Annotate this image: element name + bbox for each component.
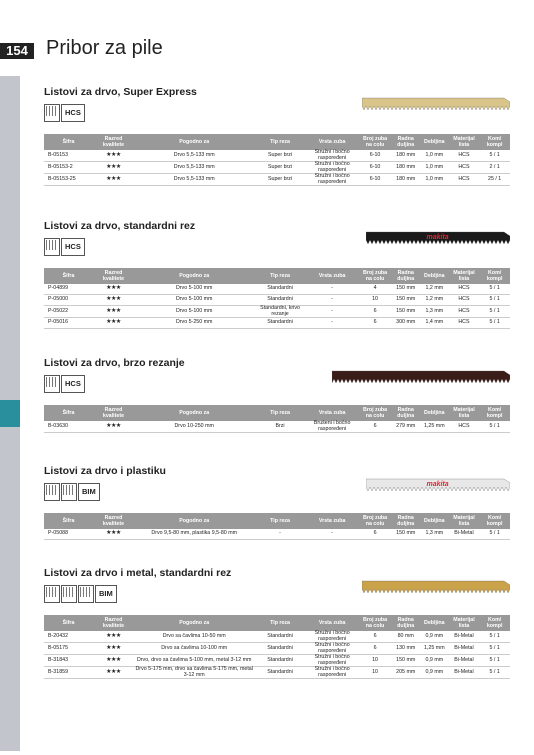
table-cell: B-05153-25 (44, 174, 93, 186)
table-row (44, 318, 510, 329)
table-cell: 6 (359, 631, 392, 643)
table-cell: 150 mm (391, 529, 420, 540)
table-cell: Drvo 5,5-133 mm (134, 162, 255, 174)
table-cell: ★★★ (93, 667, 134, 679)
table-row (44, 631, 510, 643)
table-cell: ★★★ (93, 162, 134, 174)
page-title: Pribor za pile (46, 37, 163, 59)
sidebar-tab[interactable] (0, 481, 20, 508)
table-cell: Stružni i bočno raspoređeni (306, 643, 359, 655)
column-header: Kom/ kompl (479, 134, 510, 150)
table-cell: Stružni i bočno raspoređeni (306, 162, 359, 174)
column-header: Vrsta zuba (306, 405, 359, 421)
sidebar-tab[interactable] (0, 265, 20, 292)
table-cell: 2 / 1 (479, 162, 510, 174)
column-header: Debljina (420, 513, 449, 529)
column-header: Razred kvalitete (93, 513, 134, 529)
table-cell: Drvo 5-100 mm (134, 284, 255, 295)
column-header: Pogodno za (134, 615, 255, 631)
sidebar-tab[interactable] (0, 373, 20, 400)
table-cell: 0,9 mm (420, 655, 449, 667)
table-cell: 5 / 1 (479, 631, 510, 643)
table-row (44, 643, 510, 655)
blade-section (44, 567, 510, 687)
table-cell: 150 mm (391, 284, 420, 295)
sidebar-tab[interactable] (0, 400, 20, 427)
table-cell: 300 mm (391, 318, 420, 329)
table-cell: 180 mm (391, 150, 420, 162)
sidebar-tab[interactable] (0, 103, 20, 130)
table-cell: ★★★ (93, 174, 134, 186)
table-cell: 1,2 mm (420, 284, 449, 295)
table-row (44, 667, 510, 679)
column-header: Tip reza (255, 405, 306, 421)
column-header: Pogodno za (134, 134, 255, 150)
sidebar-tab[interactable] (0, 670, 20, 697)
table-cell: - (255, 529, 306, 540)
table-cell: B-05153 (44, 150, 93, 162)
table-row (44, 655, 510, 667)
table-cell: Stružni i bočno raspoređeni (306, 174, 359, 186)
table-cell: P-04899 (44, 284, 93, 295)
table-cell: ★★★ (93, 318, 134, 329)
table-cell: Drvo 9,5-80 mm, plastika 9,5-80 mm (134, 529, 255, 540)
table-row (44, 295, 510, 306)
table-row (44, 306, 510, 318)
blade-spec-table (44, 615, 510, 679)
table-cell: Stružni i bočno raspoređeni (306, 150, 359, 162)
blade-spec-table (44, 134, 510, 186)
table-cell: Standardni (255, 284, 306, 295)
sidebar-tab[interactable] (0, 643, 20, 670)
table-cell: 1,3 mm (420, 529, 449, 540)
table-cell: Standardni (255, 643, 306, 655)
table-cell: Drvo sa čavlima 10-100 mm (134, 643, 255, 655)
table-cell: HCS (449, 421, 480, 433)
table-cell: ★★★ (93, 631, 134, 643)
wood-material-icon (44, 585, 60, 603)
column-header: Razred kvalitete (93, 268, 134, 284)
table-cell: 1,2 mm (420, 295, 449, 306)
table-cell: Bi-Metal (449, 643, 480, 655)
blade-material-badge: HCS (61, 238, 85, 256)
sidebar-tab[interactable] (0, 238, 20, 265)
section-title: Listovi za drvo i plastiku (44, 465, 166, 477)
sidebar-tab[interactable] (0, 427, 20, 454)
table-row (44, 284, 510, 295)
blade-section (44, 357, 510, 477)
table-cell: 279 mm (391, 421, 420, 433)
column-header: Kom/ kompl (479, 513, 510, 529)
column-header: Šifra (44, 615, 93, 631)
table-cell: 1,4 mm (420, 318, 449, 329)
table-cell: Stružni i bočno raspoređeni (306, 631, 359, 643)
table-cell: 130 mm (391, 643, 420, 655)
sidebar-tab[interactable] (0, 292, 20, 319)
column-header: Materijal lista (449, 268, 480, 284)
table-row (44, 150, 510, 162)
table-cell: Brzi (255, 421, 306, 433)
table-cell: - (306, 318, 359, 329)
section-title: Listovi za drvo, brzo rezanje (44, 357, 185, 369)
table-cell: ★★★ (93, 306, 134, 318)
table-cell: 5 / 1 (479, 150, 510, 162)
column-header: Vrsta zuba (306, 134, 359, 150)
saw-blade-image (366, 230, 510, 244)
column-header: Radna duljina (391, 134, 420, 150)
table-cell: 6 (359, 529, 392, 540)
table-cell: 5 / 1 (479, 295, 510, 306)
table-cell: P-05016 (44, 318, 93, 329)
table-cell: ★★★ (93, 284, 134, 295)
wood-material-icon (44, 375, 60, 393)
table-cell: Standardni (255, 655, 306, 667)
column-header: Radna duljina (391, 405, 420, 421)
table-cell: 1,0 mm (420, 162, 449, 174)
table-cell: 5 / 1 (479, 306, 510, 318)
table-cell: B-20432 (44, 631, 93, 643)
column-header: Tip reza (255, 513, 306, 529)
section-title: Listovi za drvo i metal, standardni rez (44, 567, 232, 579)
column-header: Tip reza (255, 134, 306, 150)
table-cell: Drvo 5,5-133 mm (134, 150, 255, 162)
table-cell: 5 / 1 (479, 655, 510, 667)
column-header: Kom/ kompl (479, 268, 510, 284)
column-header: Debljina (420, 268, 449, 284)
table-cell: 0,9 mm (420, 631, 449, 643)
table-cell: 150 mm (391, 306, 420, 318)
table-cell: HCS (449, 284, 480, 295)
table-cell: 180 mm (391, 162, 420, 174)
column-header: Vrsta zuba (306, 513, 359, 529)
table-cell: 6 (359, 318, 392, 329)
sidebar-tab[interactable] (0, 130, 20, 157)
table-cell: 150 mm (391, 655, 420, 667)
column-header: Broj zuba na colu (359, 268, 392, 284)
table-cell: B-05175 (44, 643, 93, 655)
table-cell: 1,25 mm (420, 421, 449, 433)
table-cell: 4 (359, 284, 392, 295)
table-cell: Standardni (255, 631, 306, 643)
column-header: Materijal lista (449, 513, 480, 529)
nail-material-icon (61, 585, 77, 603)
table-cell: 10 (359, 667, 392, 679)
blade-brand-logo: makita (426, 481, 449, 488)
table-cell: 6 (359, 306, 392, 318)
table-row (44, 421, 510, 433)
table-cell: HCS (449, 162, 480, 174)
table-cell: 6-10 (359, 174, 392, 186)
table-cell: 205 mm (391, 667, 420, 679)
table-cell: Drvo 5-175 mm, drvo sa čavlima 5-175 mm, metal 3-12 mm (135, 666, 253, 678)
table-cell: Bi-Metal (449, 655, 480, 667)
table-cell: B-31843 (44, 655, 93, 667)
sidebar-tab[interactable] (0, 562, 20, 589)
blade-spec-table (44, 405, 510, 433)
metal-material-icon (78, 585, 94, 603)
table-cell: Bi-Metal (449, 667, 480, 679)
table-cell: Drvo 5-250 mm (134, 318, 255, 329)
table-cell: 1,25 mm (420, 643, 449, 655)
blade-material-badge: HCS (61, 104, 85, 122)
page-header (0, 34, 534, 68)
column-header: Broj zuba na colu (359, 615, 392, 631)
blade-spec-table (44, 513, 510, 540)
column-header: Kom/ kompl (479, 405, 510, 421)
saw-blade-image (332, 369, 510, 383)
section-title: Listovi za drvo, standardni rez (44, 220, 196, 232)
table-cell: ★★★ (93, 529, 134, 540)
column-header: Broj zuba na colu (359, 134, 392, 150)
table-cell: Standardni, krivo rezanje (255, 306, 306, 318)
table-cell: Super brzi (255, 150, 306, 162)
wood-material-icon (44, 238, 60, 256)
table-cell: 0,9 mm (420, 667, 449, 679)
saw-blade-image (366, 477, 510, 491)
table-cell: Standardni (255, 318, 306, 329)
table-cell: P-05022 (44, 306, 93, 318)
blade-material-badge: BIM (78, 483, 100, 501)
sidebar-tab[interactable] (0, 184, 20, 211)
column-header: Broj zuba na colu (359, 513, 392, 529)
sidebar-tab[interactable] (0, 211, 20, 238)
table-cell: HCS (449, 150, 480, 162)
table-cell: 5 / 1 (479, 284, 510, 295)
table-cell: 6 (359, 643, 392, 655)
table-cell: 5 / 1 (479, 643, 510, 655)
table-cell: ★★★ (93, 295, 134, 306)
table-cell: Bi-Metal (449, 529, 480, 540)
sidebar-tabs (0, 76, 20, 736)
table-cell: B-31859 (44, 667, 93, 679)
column-header: Šifra (44, 513, 93, 529)
blade-material-badge: HCS (61, 375, 85, 393)
column-header: Razred kvalitete (93, 405, 134, 421)
sidebar-tab[interactable] (0, 535, 20, 562)
table-cell: 6-10 (359, 150, 392, 162)
sidebar-tab[interactable] (0, 724, 20, 751)
table-cell: ★★★ (93, 655, 134, 667)
table-cell: HCS (449, 295, 480, 306)
column-header: Materijal lista (449, 405, 480, 421)
wood-material-icon (44, 104, 60, 122)
table-cell: Standardni (255, 295, 306, 306)
saw-blade-image (362, 579, 510, 593)
plastic-material-icon (61, 483, 77, 501)
page-number: 154 (0, 43, 34, 59)
column-header: Materijal lista (449, 615, 480, 631)
column-header: Debljina (420, 615, 449, 631)
sidebar-tab[interactable] (0, 76, 20, 103)
table-cell: 5 / 1 (479, 667, 510, 679)
table-cell: Drvo, drvo sa čavlima 5-100 mm, metal 3-12 mm (134, 655, 255, 667)
table-cell: HCS (449, 306, 480, 318)
table-cell: Standardni (255, 667, 306, 679)
table-cell: Drvo 5-100 mm (134, 295, 255, 306)
table-cell: Drvo 5-100 mm (134, 306, 255, 318)
blade-spec-table (44, 268, 510, 329)
table-cell: HCS (449, 174, 480, 186)
table-cell: Brušeni i bočno raspoređeni (306, 421, 359, 433)
table-cell: Drvo 10-250 mm (134, 421, 255, 433)
sidebar-tab[interactable] (0, 346, 20, 373)
sidebar-tab[interactable] (0, 508, 20, 535)
column-header: Pogodno za (134, 268, 255, 284)
table-cell: 5 / 1 (479, 318, 510, 329)
table-cell: 6-10 (359, 162, 392, 174)
table-cell: 6 (359, 421, 392, 433)
table-row (44, 529, 510, 540)
table-cell: 1,3 mm (420, 306, 449, 318)
table-cell: 25 / 1 (479, 174, 510, 186)
sidebar-tab[interactable] (0, 697, 20, 724)
blade-material-badge: BIM (95, 585, 117, 603)
column-header: Šifra (44, 134, 93, 150)
blade-brand-logo: makita (426, 234, 449, 241)
table-cell: 180 mm (391, 174, 420, 186)
table-cell: Super brzi (255, 174, 306, 186)
sidebar-tab[interactable] (0, 616, 20, 643)
table-cell: Stružni i bočno raspoređeni (306, 655, 359, 667)
column-header: Šifra (44, 268, 93, 284)
table-cell: 10 (359, 655, 392, 667)
table-cell: ★★★ (93, 150, 134, 162)
blade-section (44, 220, 510, 340)
table-cell: B-05153-2 (44, 162, 93, 174)
column-header: Vrsta zuba (306, 615, 359, 631)
column-header: Radna duljina (391, 513, 420, 529)
column-header: Radna duljina (391, 615, 420, 631)
sidebar-tab[interactable] (0, 454, 20, 481)
table-cell: B-03630 (44, 421, 93, 433)
table-cell: 5 / 1 (479, 421, 510, 433)
table-cell: Stružni i bočno raspoređeni (306, 667, 359, 679)
table-cell: 1,0 mm (420, 174, 449, 186)
column-header: Tip reza (255, 615, 306, 631)
table-cell: Super brzi (255, 162, 306, 174)
column-header: Kom/ kompl (479, 615, 510, 631)
column-header: Materijal lista (449, 134, 480, 150)
column-header: Pogodno za (134, 513, 255, 529)
table-cell: HCS (449, 318, 480, 329)
table-cell: 80 mm (391, 631, 420, 643)
saw-blade-image (362, 96, 510, 110)
table-row (44, 162, 510, 174)
table-cell: - (306, 529, 359, 540)
table-cell: Bi-Metal (449, 631, 480, 643)
column-header: Pogodno za (134, 405, 255, 421)
column-header: Vrsta zuba (306, 268, 359, 284)
table-cell: P-05088 (44, 529, 93, 540)
table-cell: P-05000 (44, 295, 93, 306)
table-cell: 10 (359, 295, 392, 306)
table-cell: 1,0 mm (420, 150, 449, 162)
table-cell: - (306, 284, 359, 295)
table-cell: Drvo 5,5-133 mm (134, 174, 255, 186)
table-cell: Drvo sa čavlima 10-50 mm (134, 631, 255, 643)
column-header: Radna duljina (391, 268, 420, 284)
column-header: Broj zuba na colu (359, 405, 392, 421)
table-cell: - (306, 306, 359, 318)
column-header: Tip reza (255, 268, 306, 284)
column-header: Debljina (420, 134, 449, 150)
table-cell: ★★★ (93, 421, 134, 433)
column-header: Razred kvalitete (93, 615, 134, 631)
table-cell: 5 / 1 (479, 529, 510, 540)
wood-material-icon (44, 483, 60, 501)
column-header: Šifra (44, 405, 93, 421)
table-cell: 150 mm (391, 295, 420, 306)
column-header: Debljina (420, 405, 449, 421)
table-row (44, 174, 510, 186)
column-header: Razred kvalitete (93, 134, 134, 150)
blade-section (44, 86, 510, 206)
table-cell: ★★★ (93, 643, 134, 655)
sidebar-tab[interactable] (0, 319, 20, 346)
section-title: Listovi za drvo, Super Express (44, 86, 197, 98)
sidebar-tab[interactable] (0, 589, 20, 616)
table-cell: - (306, 295, 359, 306)
sidebar-tab[interactable] (0, 157, 20, 184)
